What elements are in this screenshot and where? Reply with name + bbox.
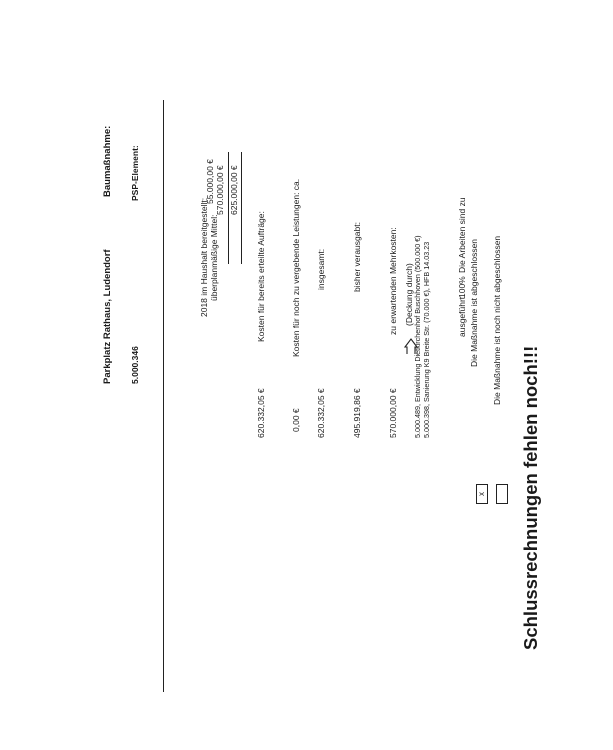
budget-line1-label: 2018 im Haushalt bereitgestellt: [199, 197, 209, 317]
work-prefix: Die Arbeiten sind zu [457, 197, 467, 273]
budget-line2-label: überplanmäßige Mittel: [209, 214, 219, 301]
orders-value: 620.332,05 € [256, 388, 266, 438]
coverage-line1: 5.000.489, Entwicklung Dietkirchenhof Buschhoven (500.000 €) [413, 235, 422, 438]
spent-label: bisher verausgabt: [352, 222, 362, 292]
pending-label: Kosten für noch zu vergebende Leistungen: ca. [291, 178, 301, 357]
closed-label: Die Maßnahme ist abgeschlossen [469, 238, 479, 367]
work-percent: 100% [457, 276, 467, 298]
budget-double-rule [241, 152, 242, 264]
total-label: insgesamt: [316, 248, 326, 290]
psp-value: 5.000.346 [130, 346, 140, 384]
extra-value: 570.000,00 € [388, 388, 398, 438]
closed-checkbox[interactable]: x [476, 484, 488, 504]
orders-label: Kosten für bereits erteilte Aufträge: [256, 211, 266, 342]
budget-amount2: 570.000,00 € [215, 165, 225, 215]
measure-label: Baumaßnahme: [102, 125, 113, 197]
psp-label: PSP-Element: [130, 145, 140, 201]
open-label: Die Maßnahme ist noch nicht abgeschlossen [492, 235, 502, 405]
missing-invoices-note: Schlussrechnungen fehlen noch!!! [520, 345, 541, 650]
header-rule [163, 100, 164, 692]
measure-value: Parkplatz Rathaus, Ludendorf [102, 249, 113, 384]
budget-amount-total: 625.000,00 € [229, 165, 239, 215]
extra-label: zu erwartenden Mehrkosten: [388, 227, 398, 335]
pending-value: 0,00 € [291, 408, 301, 432]
open-checkbox[interactable] [496, 484, 508, 504]
spent-value: 495.919,86 € [352, 388, 362, 438]
budget-amount1: 55.000,00 € [205, 159, 215, 204]
coverage-line2: 5.000.398, Sanierung K9 Breite Str. (70.000 €), HFB 14.03.23 [422, 241, 431, 438]
total-value: 620.332,05 € [316, 388, 326, 438]
work-suffix: ausgeführt [457, 296, 467, 337]
coverage-label: (Deckung durch) [404, 263, 414, 326]
